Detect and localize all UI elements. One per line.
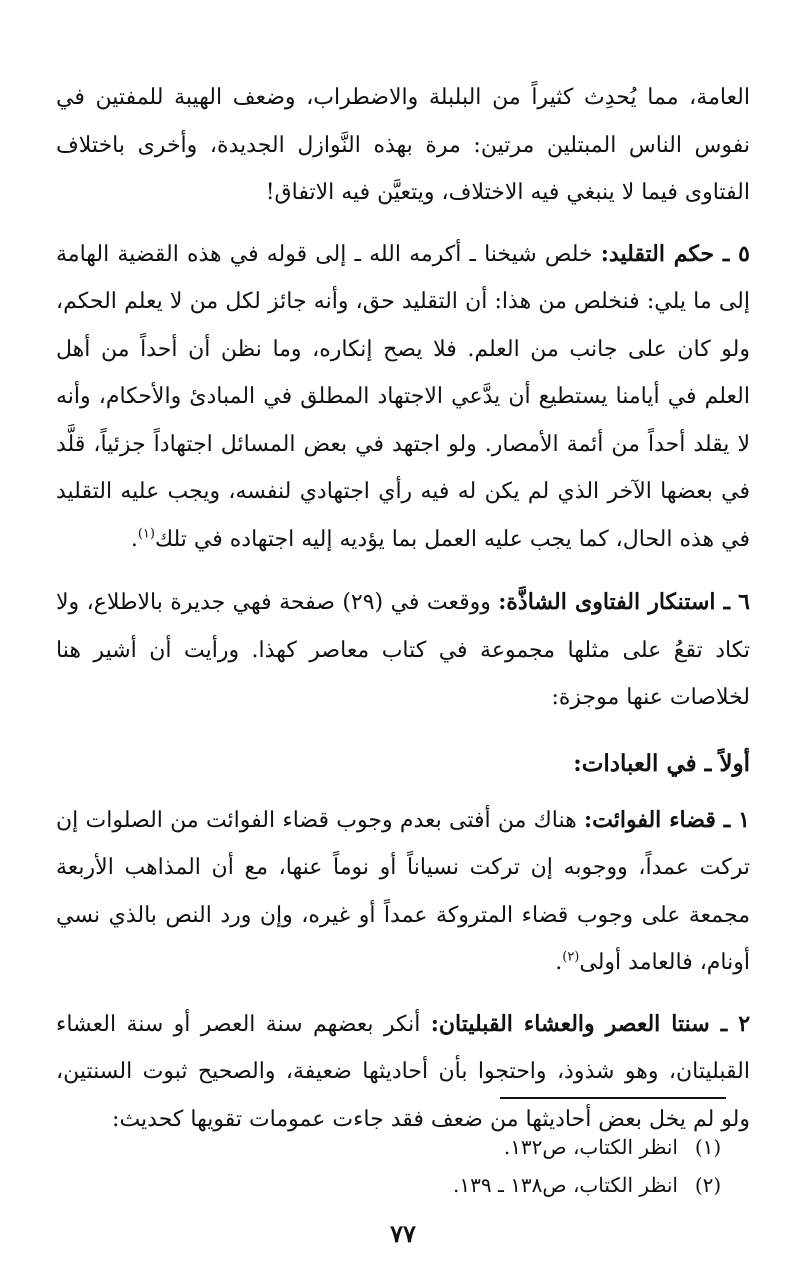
footnote-divider <box>500 1097 726 1099</box>
footnotes <box>56 1128 726 1204</box>
footnote-1 <box>56 1128 726 1166</box>
paragraph-taqlid-ruling <box>56 231 750 564</box>
item-text: ووقعت في (٢٩) صفحة فهي جديرة بالاطلاع، ولا تكاد تقعُ على مثلها مجموعة في كتاب معاصر كهذا. ورأيت أن أشير هنا لخلاصات عنها موجزة: <box>56 590 750 710</box>
item-text: أنكر بعضهم سنة العصر أو سنة العشاء القبليتان، وهو شذوذ، واحتجوا بأن أحاديثها ضعيفة، والصحيح ثبوت السنتين، ولو لم يخل بعض أحاديثها من ضعف فقد جاءت عمومات تقويها كحديث: <box>56 1011 750 1132</box>
item-tail: . <box>130 526 138 552</box>
item-text: خلص شيخنا ـ أكرمه الله ـ إلى قوله في هذه القضية الهامة إلى ما يلي: فنخلص من هذا: أن التقليد حق، وأنه جائز لكل من لا يعلم الحكم، ولو كان على جانب من العلم. فلا يصح إنكاره، وما نظن أن أحداً من أهل العلم في أيامنا يستطيع أن يدَّعي الاجتهاد المطلق في المبادئ والأحكام، وأنه لا يقلد أحداً من أئمة الأمصار. ولو اجتهد في بعض المسائل اجتهاداً جزئياً، قلَّد في بعضها الآخر الذي لم يكن له فيه رأي اجتهادي لنفسه، ويجب عليه التقليد في هذه الحال، كما يجب عليه العمل بما يؤديه إليه اجتهاده في تلك <box>56 241 750 552</box>
item-text: هناك من أفتى بعدم وجوب قضاء الفوائت من الصلوات إن تركت عمداً، ووجوبه إن تركت نسياناً أو نوماً عنها، مع أن المذاهب الأربعة مجمعة على وجوب قضاء المتروكة عمداً أو غيره، وإن ورد النص بالذي نسي أونام، فالعامد أولى <box>56 807 750 975</box>
footnote-ref-2[interactable]: (٢) <box>562 949 580 965</box>
paragraph-continuation: العامة، مما يُحدِث كثيراً من البلبلة والاضطراب، وضعف الهيبة للمفتين في نفوس الناس المبتلين مرتين: مرة بهذه النَّوازل الجديدة، وأخرى باختلاف الفتاوى فيما لا ينبغي فيه الاختلاف، ويتعيَّن فيه الاتفاق! <box>56 85 750 205</box>
item-heading: ٦ ـ استنكار الفتاوى الشاذَّة: <box>498 589 750 615</box>
section-heading-worship: أولاً ـ في العبادات: <box>573 749 750 777</box>
footnote-number: (١) <box>694 1135 722 1159</box>
footnote-ref-1[interactable]: (١) <box>137 526 155 542</box>
page-number: ٧٧ <box>390 1219 416 1248</box>
footnote-text: انظر الكتاب، ص١٣٨ ـ ١٣٩. <box>453 1173 678 1197</box>
item-tail: . <box>555 950 563 975</box>
footnote-number: (٢) <box>694 1173 722 1197</box>
main-text <box>56 74 750 1143</box>
item-heading: ٥ ـ حكم التقليد: <box>600 240 750 267</box>
footnote-text: انظر الكتاب، ص١٣٢. <box>503 1135 678 1159</box>
paragraph-sunnah-prayers <box>56 1001 750 1144</box>
paragraph-missed-prayers <box>56 797 750 987</box>
item-heading: ٢ ـ سنتا العصر والعشاء القبليتان: <box>430 1010 751 1037</box>
paragraph-odd-fatwas <box>56 579 750 722</box>
item-heading: ١ ـ قضاء الفوائت: <box>584 806 750 833</box>
footnote-2 <box>56 1166 726 1204</box>
